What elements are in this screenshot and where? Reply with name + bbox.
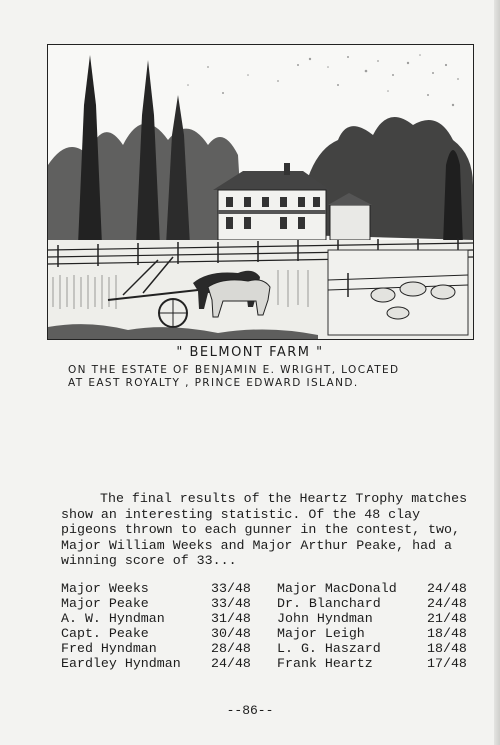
- shooter-score: 18/48: [427, 626, 467, 641]
- shooter-score: 24/48: [427, 581, 467, 596]
- shooter-name: Frank Heartz: [277, 656, 373, 671]
- shooter-name: Major Peake: [61, 596, 149, 611]
- page-number: --86--: [226, 703, 274, 718]
- shooter-name: Capt. Peake: [61, 626, 149, 641]
- shooter-score: 33/48: [211, 581, 251, 596]
- shooter-name: Dr. Blanchard: [277, 596, 381, 611]
- table-row: [61, 626, 471, 641]
- table-row: [61, 596, 471, 611]
- shooter-score: 24/48: [211, 656, 251, 671]
- shooter-score: 21/48: [427, 611, 467, 626]
- shooter-score: 24/48: [427, 596, 467, 611]
- shooter-score: 28/48: [211, 641, 251, 656]
- shooter-name: John Hyndman: [277, 611, 373, 626]
- shooter-name: Eardley Hyndman: [61, 656, 181, 671]
- shooter-score: 18/48: [427, 641, 467, 656]
- shooter-score: 33/48: [211, 596, 251, 611]
- shooter-name: Major MacDonald: [277, 581, 397, 596]
- table-row: [61, 656, 471, 671]
- caption-title: " BELMONT FARM ": [176, 345, 324, 360]
- shooter-name: Fred Hyndman: [61, 641, 157, 656]
- page-edge-shadow: [494, 0, 500, 745]
- body-paragraph: The final results of the Heartz Trophy matches show an interesting statistic. Of the 48 clay pigeons thrown to each gunner in the contest, two, Major William Weeks and Major Arthur Peake, had a winning score of 33...: [61, 491, 468, 568]
- shooter-name: Major Leigh: [277, 626, 365, 641]
- shooter-score: 17/48: [427, 656, 467, 671]
- shooter-name: L. G. Haszard: [277, 641, 381, 656]
- shooter-score: 30/48: [211, 626, 251, 641]
- caption-subtitle: ON THE ESTATE OF BENJAMIN E. WRIGHT, LOCATED AT EAST ROYALTY , PRINCE EDWARD ISLAND.: [68, 364, 400, 389]
- table-row: [61, 641, 471, 656]
- score-table: [61, 581, 471, 671]
- table-row: [61, 611, 471, 626]
- farm-engraving-illustration: [47, 44, 474, 340]
- shooter-name: A. W. Hyndman: [61, 611, 165, 626]
- table-row: [61, 581, 471, 596]
- shooter-score: 31/48: [211, 611, 251, 626]
- shooter-name: Major Weeks: [61, 581, 149, 596]
